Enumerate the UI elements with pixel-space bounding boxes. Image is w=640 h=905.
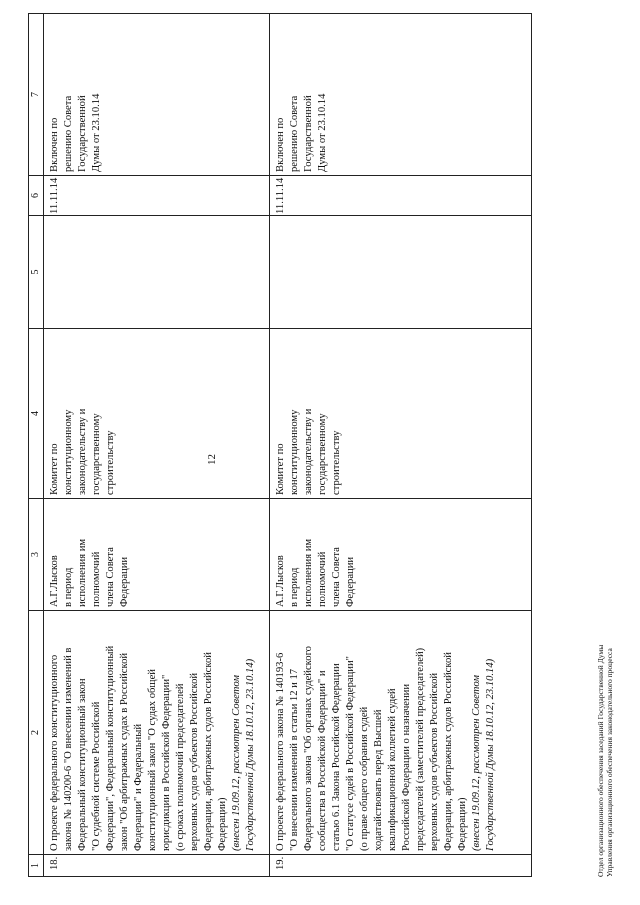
column-header: 7: [29, 14, 44, 176]
bill-author: А.Г.Лысков в период исполнения им полномочий члена Совета Федерации: [270, 499, 532, 611]
column-5-cell: [44, 216, 270, 329]
column-header: 2: [29, 611, 44, 855]
bill-description: [44, 611, 270, 855]
bill-author: А.Г.Лысков в период исполнения им полномочий члена Совета Федерации: [44, 499, 270, 611]
footer-line: Управления организационного обеспечения законодательного процесса: [605, 648, 614, 877]
table-row: [44, 14, 270, 877]
scheduled-date: 11.11.14: [44, 176, 270, 216]
footer-department: [596, 645, 614, 877]
footer-line: Отдел организационного обеспечения заседаний Государственной Думы: [596, 644, 605, 877]
row-number: 18.: [44, 855, 270, 877]
agenda-table: [28, 13, 532, 877]
inclusion-status: Включен по решению Совета Государственной Думы от 23.10.14: [270, 14, 532, 176]
row-number: 19.: [270, 855, 532, 877]
page-number: 12: [206, 454, 218, 465]
column-5-cell: [270, 216, 532, 329]
header-row: [29, 14, 44, 877]
column-header: 5: [29, 216, 44, 329]
inclusion-status: Включен по решению Совета Государственной Думы от 23.10.14: [44, 14, 270, 176]
responsible-committee: Комитет по конституционному законодательству и государственному строительству: [44, 329, 270, 499]
bill-history-note: (внесен 19.09.12, рассмотрен Советом Государственной Думы 18.10.12, 23.10.14): [471, 658, 496, 851]
bill-title: О проекте федерального закона № 140193-6 "О внесении изменений в статьи 12 и 17 Федерального закона "Об органах судейского сообщества в Российской Федерации" и статью 6.1 Закона Российской Федерации "О статусе судей в Российской Федерации" (о праве общего собрания судей ходатайствовать перед Высшей квалификационной коллегией судей Российской Федерации о назначении председателей (заместителей председателей) верховных судов субъектов Российской Федерации, арбитражных судов Российской Федерации): [275, 646, 468, 851]
column-header: 6: [29, 176, 44, 216]
table-row: [270, 14, 532, 877]
bill-history-note: (внесен 19.09.12, рассмотрен Советом Государственной Думы 18.10.12, 23.10.14): [231, 658, 256, 851]
bill-title: О проекте федерального конституционного закона № 140200-6 "О внесении изменений в Федеральный конституционный закон "О судебной системе Российской Федерации", Федеральный конституционный закон "Об арбитражных судах в Российской Федерации" и Федеральный конституционный закон "О судах общей юрисдикции в Российской Федерации" (о сроках полномочий председателей верховных судов субъектов Российской Федерации, арбитражных судов Российской Федерации): [49, 645, 228, 851]
column-header: 1: [29, 855, 44, 877]
bill-description: [270, 611, 532, 855]
responsible-committee: Комитет по конституционному законодательству и государственному строительству: [270, 329, 532, 499]
scheduled-date: 11.11.14: [270, 176, 532, 216]
column-header: 3: [29, 499, 44, 611]
column-header: 4: [29, 329, 44, 499]
